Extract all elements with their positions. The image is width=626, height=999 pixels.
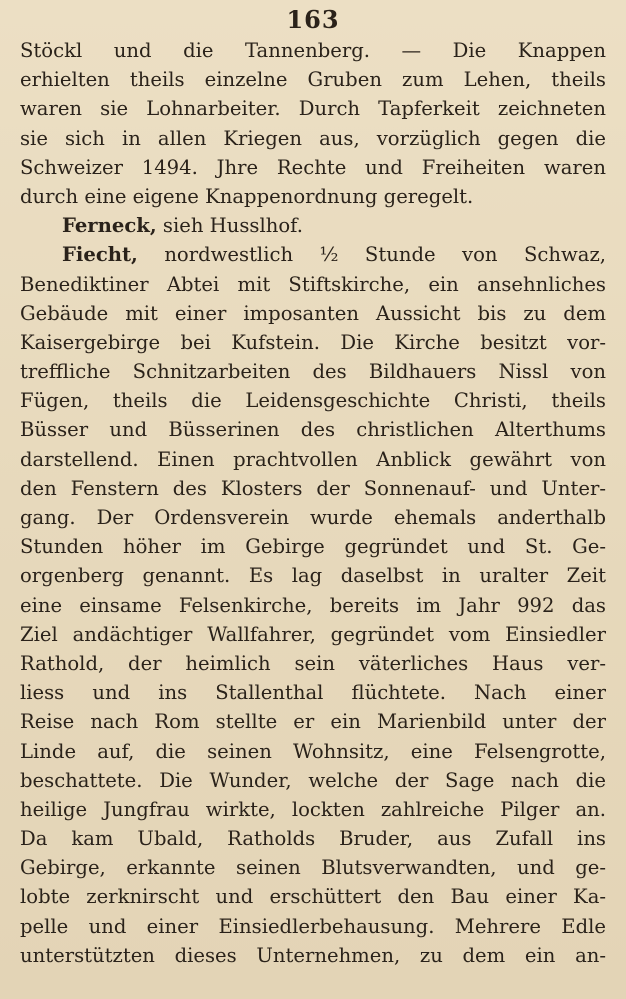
line-text: Stöckl und die Tannenberg. — Die Knappen	[20, 39, 606, 62]
line-text: orgenberg genannt. Es lag daselbst in uralter Zeit	[20, 564, 606, 588]
line-text: pelle und einer Einsiedlerbehausung. Mehrere Edle	[20, 914, 606, 938]
line-text: Gebirge, erkannte seinen Blutsverwandten, und ge-	[20, 856, 606, 880]
text-line	[20, 211, 606, 240]
line-text: nordwestlich ½ Stunde von Schwaz,	[137, 243, 606, 267]
text-line	[20, 328, 606, 357]
line-text: liess und ins Stallenthal flüchtete. Nach einer	[20, 681, 606, 705]
text-line	[20, 182, 606, 211]
text-line	[20, 94, 606, 123]
line-text: Rathold, der heimlich sein väterliches Haus ver-	[20, 651, 606, 675]
text-line	[20, 474, 606, 503]
text-line	[20, 882, 606, 911]
page-number: 163	[286, 5, 340, 34]
text-line	[20, 853, 606, 882]
text-line	[20, 561, 606, 590]
text-line	[20, 124, 606, 153]
line-text: durch eine eigene Knappenordnung geregelt.	[20, 184, 474, 208]
text-line	[20, 649, 606, 678]
text-line	[20, 386, 606, 415]
text-line	[20, 620, 606, 649]
entry-heading: Fiecht,	[62, 243, 138, 267]
line-text: beschattete. Die Wunder, welche der Sage nach die	[20, 768, 606, 792]
line-text: Reise nach Rom stellte er ein Marienbild unter der	[20, 710, 606, 734]
text-line	[20, 503, 606, 532]
text-line	[20, 824, 606, 853]
line-text: heilige Jungfrau wirkte, lockten zahlreiche Pilger an.	[20, 797, 606, 821]
text-line	[20, 240, 606, 269]
line-text: Linde auf, die seinen Wohnsitz, eine Felsengrotte,	[20, 739, 606, 763]
text-line	[20, 591, 606, 620]
line-text: Benediktiner Abtei mit Stiftskirche, ein ansehnliches	[20, 272, 606, 296]
line-text: erhielten theils einzelne Gruben zum Lehen, theils	[20, 68, 606, 92]
text-line	[20, 912, 606, 941]
text-line	[20, 941, 606, 970]
line-text: sieh Husslhof.	[156, 214, 303, 238]
text-line	[20, 357, 606, 386]
line-text: darstellend. Einen prachtvollen Anblick gewährt von	[20, 447, 606, 471]
entry-heading: Ferneck,	[62, 214, 157, 238]
text-line	[20, 36, 606, 65]
line-text: sie sich in allen Kriegen aus, vorzüglich gegen die	[20, 126, 606, 150]
text-line	[20, 532, 606, 561]
text-line	[20, 737, 606, 766]
line-text: gang. Der Ordensverein wurde ehemals anderthalb	[20, 506, 606, 529]
line-text: Gebäude mit einer imposanten Aussicht bis zu dem	[20, 301, 606, 325]
page-body-text	[20, 36, 606, 970]
line-text: Fügen, theils die Leidensgeschichte Christi, theils	[20, 389, 606, 413]
line-text: Schweizer 1494. Jhre Rechte und Freiheiten waren	[20, 155, 606, 179]
text-line	[20, 299, 606, 328]
line-text: waren sie Lohnarbeiter. Durch Tapferkeit zeichneten	[20, 97, 606, 121]
line-text: Büsser und Büsserinen des christlichen Alterthums	[20, 418, 606, 442]
line-text: Stunden höher im Gebirge gegründet und St. Ge-	[20, 535, 606, 559]
text-line	[20, 766, 606, 795]
text-line	[20, 445, 606, 474]
line-text: eine einsame Felsenkirche, bereits im Jahr 992 das	[20, 593, 606, 617]
text-line	[20, 795, 606, 824]
line-text: Ziel andächtiger Wallfahrer, gegründet vom Einsiedler	[20, 622, 606, 646]
line-text: unterstützten dieses Unternehmen, zu dem ein an-	[20, 943, 606, 967]
line-text: den Fenstern des Klosters der Sonnenauf- und Unter-	[20, 476, 606, 500]
line-text: treffliche Schnitzarbeiten des Bildhauers Nissl von	[20, 360, 606, 384]
text-line	[20, 65, 606, 94]
text-line	[20, 707, 606, 736]
text-line	[20, 678, 606, 707]
line-text: lobte zerknirscht und erschüttert den Bau einer Ka-	[20, 885, 606, 909]
text-line	[20, 153, 606, 182]
line-text: Da kam Ubald, Ratholds Bruder, aus Zufall ins	[20, 827, 606, 851]
text-line	[20, 415, 606, 444]
line-text: Kaisergebirge bei Kufstein. Die Kirche besitzt vor-	[20, 330, 606, 354]
text-line	[20, 270, 606, 299]
